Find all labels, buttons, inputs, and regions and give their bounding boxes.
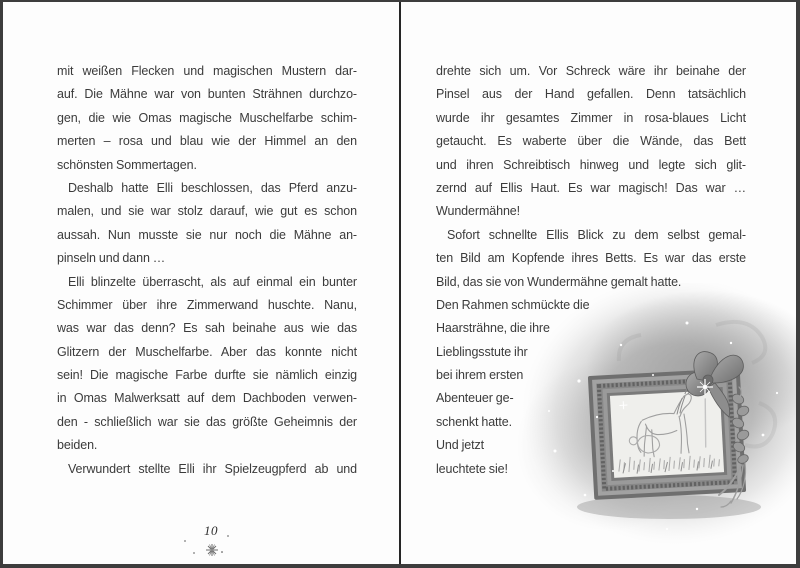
text-line: beiden. (57, 438, 98, 453)
text-line: auf. Die Mähne war von bunten Strähnen durchzo- (57, 87, 357, 102)
left-page-text (57, 60, 357, 481)
text-line: sein! Die magische Farbe durfte sie nämlich einzig (57, 368, 357, 383)
text-line: Den Rahmen schmückte die (436, 297, 590, 312)
text-line: mit weißen Flecken und magischen Mustern dar- (57, 64, 357, 78)
text-line: bei ihrem ersten (436, 368, 524, 383)
sparkle-dot (227, 535, 229, 537)
text-line: aussah. Nun musste sie nur noch die Mähne an- (57, 227, 357, 242)
sparkle-dot (184, 540, 186, 542)
text-line: und ihren Schreibtisch hinweg und legte sich glit- (436, 157, 746, 172)
text-line: wurde ihr gesamtes Zimmer in rosa-blaues Licht (436, 110, 746, 125)
text-line: Haarsträhne, die ihre (436, 321, 550, 336)
text-line: malen, und sie war stolz darauf, wie gut es schon (57, 204, 357, 219)
text-line: Elli blinzelte überrascht, als auf einmal ein bunter (68, 274, 357, 289)
page-divider (399, 0, 401, 568)
text-line: ten Bild am Kopfende ihres Betts. Es war das erste (436, 251, 746, 266)
text-line: pinseln und dann … (57, 251, 166, 266)
sparkle-dot (193, 552, 195, 554)
text-line: Und jetzt (436, 438, 485, 453)
text-line: Schimmer über ihre Zimmerwand huschte. Nanu, (57, 297, 357, 312)
text-line: leuchtete sie! (436, 461, 508, 476)
text-line: Lieblingsstute ihr (436, 344, 528, 359)
text-line: Pinsel aus der Hand gefallen. Denn tatsächlich (436, 87, 746, 102)
text-line: Deshalb hatte Elli beschlossen, das Pferd anzu- (68, 180, 357, 195)
page-number: 10 (204, 523, 218, 538)
text-line: was war das denn? Es sah beinahe aus wie das (57, 321, 357, 336)
text-line: schenkt hatte. (436, 414, 513, 429)
text-line: in Omas Malwerksatt auf dem Dachboden verwen- (57, 391, 357, 406)
text-line: merten – rosa und blau wie der Himmel an den (57, 134, 357, 149)
text-line: drehte sich um. Vor Schreck wäre ihr beinahe der (436, 64, 746, 78)
sparkle-dot (221, 551, 223, 553)
text-line: den - schließlich war sie das größte Geheimnis der (57, 414, 357, 429)
text-line: Wundermähne! (436, 204, 521, 219)
text-line: Sofort schnellte Ellis Blick zu dem selbst gemal- (447, 227, 746, 242)
text-line: Bild, das sie von Wundermähne gemalt hatte. (436, 274, 682, 289)
text-line: zernd auf Ellis Haut. Es war magisch! Das war … (436, 180, 746, 195)
right-page-text (436, 60, 746, 481)
text-line: Abenteuer ge- (436, 391, 514, 406)
text-line: getaucht. Es waberte über die Wände, das Bett (436, 134, 746, 149)
text-line: gen, die wie Omas magische Muschelfarbe schim- (57, 110, 357, 125)
text-line: Glitzern der Muschelfarbe. Aber das konnte nicht (57, 344, 357, 359)
text-line: Verwundert stellte Elli ihr Spielzeugpferd ab und (68, 461, 357, 476)
text-line: schönsten Sommertagen. (57, 157, 197, 172)
